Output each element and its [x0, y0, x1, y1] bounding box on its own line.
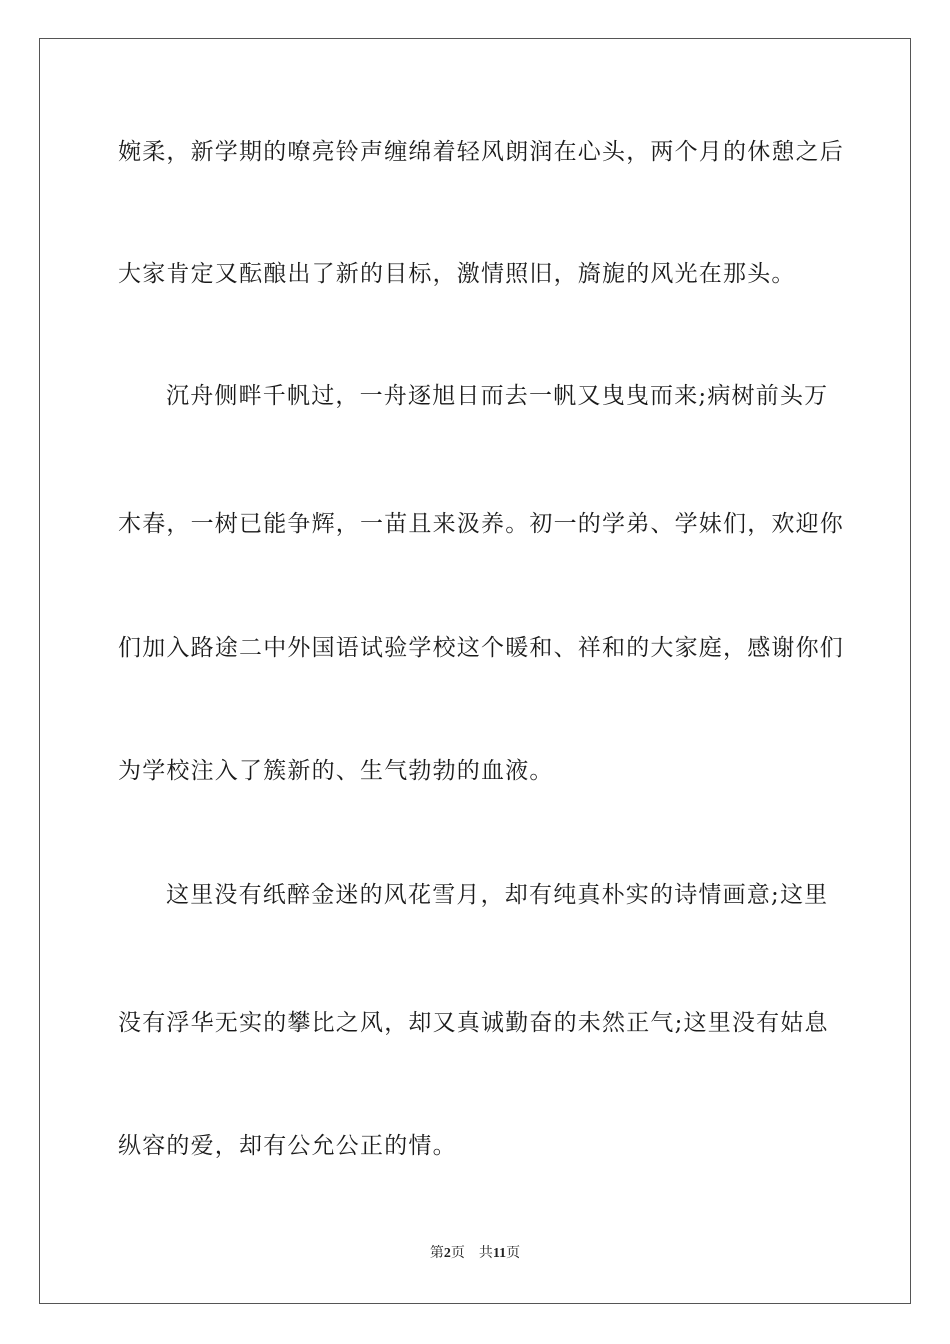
text-line: 木春，一树已能争辉，一苗且来汲养。初一的学弟、学妹们，欢迎你	[118, 511, 844, 537]
page-border	[39, 38, 911, 1304]
total-pages: 11	[492, 1246, 507, 1261]
total-prefix: 共	[478, 1246, 493, 1261]
page-suffix: 页	[450, 1246, 465, 1261]
text-line: 为学校注入了簇新的、生气勃勃的血液。	[118, 758, 554, 784]
text-line: 们加入路途二中外国语试验学校这个暖和、祥和的大家庭，感谢你们	[118, 635, 844, 661]
text-line: 大家肯定又酝酿出了新的目标，激情照旧，旖旎的风光在那头。	[118, 261, 796, 287]
text-line: 婉柔，新学期的嘹亮铃声缠绵着轻风朗润在心头，两个月的休憩之后	[118, 139, 844, 165]
page-footer	[0, 1245, 950, 1263]
paragraph-first-line: 这里没有纸醉金迷的风花雪月，却有纯真朴实的诗情画意;这里	[166, 882, 829, 908]
page-prefix: 第	[429, 1246, 444, 1261]
text-line: 纵容的爱，却有公允公正的情。	[118, 1133, 457, 1159]
total-suffix: 页	[506, 1246, 521, 1261]
text-line: 没有浮华无实的攀比之风，却又真诚勤奋的未然正气;这里没有姑息	[118, 1010, 829, 1036]
paragraph-first-line: 沉舟侧畔千帆过，一舟逐旭日而去一帆又曳曳而来;病树前头万	[166, 383, 829, 409]
page-number: 2	[443, 1246, 451, 1261]
